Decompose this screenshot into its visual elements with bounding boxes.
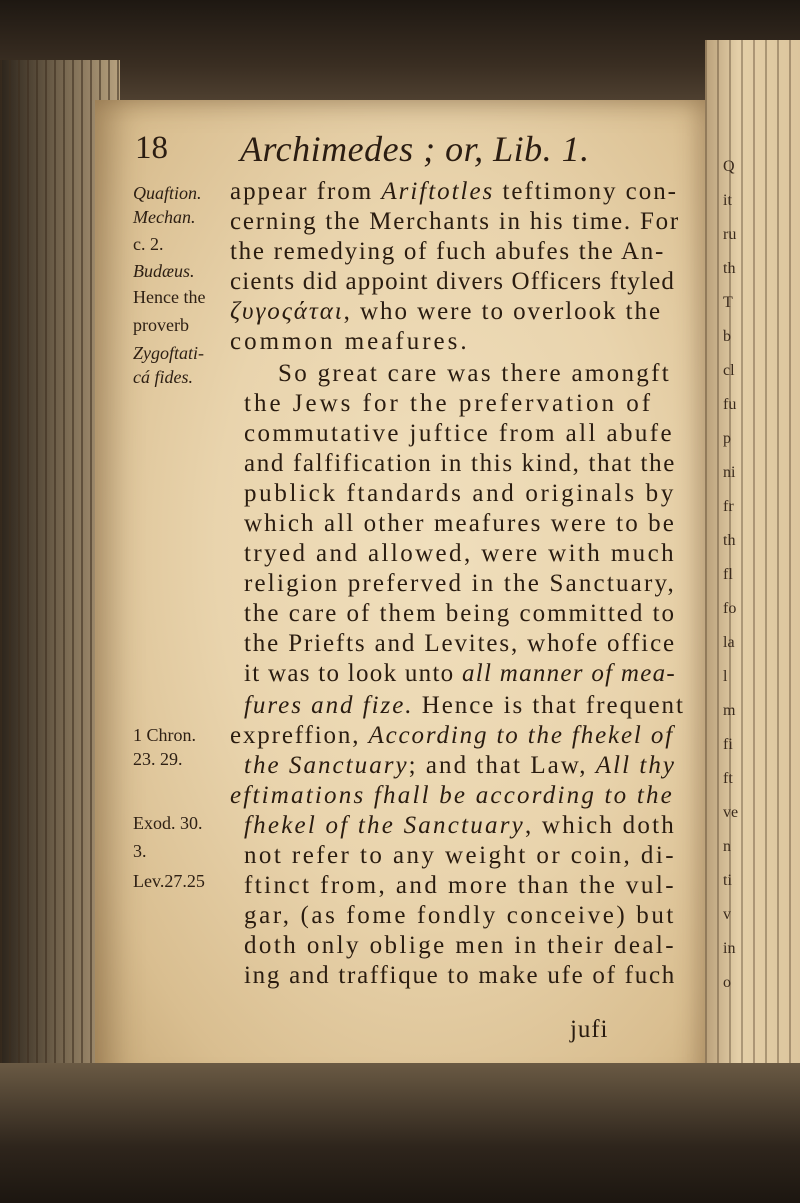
adjacent-page-fragment: ru — [723, 226, 737, 243]
text-segment: ftinct from, and more than the vul- — [244, 872, 676, 899]
text-line — [230, 298, 662, 326]
text-line — [230, 238, 665, 266]
margin-note-chron: 1 Chron. — [133, 725, 196, 745]
text-line — [244, 692, 685, 720]
text-segment: All thy — [595, 752, 677, 779]
text-line — [244, 962, 676, 990]
adjacent-page-fragment: th — [723, 260, 736, 277]
text-segment: expreffion, — [230, 722, 369, 749]
margin-note-lev: Lev.27.25 — [133, 871, 205, 891]
text-line — [244, 450, 676, 478]
adjacent-page-fragment: fo — [723, 600, 737, 617]
adjacent-page-fragment: it — [723, 192, 732, 209]
margin-note-proverb: proverb — [133, 315, 189, 335]
text-segment: doth only oblige men in their deal- — [244, 932, 676, 959]
text-segment: According to the fhekel of — [368, 722, 674, 749]
text-segment: appear from — [230, 178, 382, 205]
catchword: jufi — [570, 1016, 609, 1043]
text-segment: the remedying of fuch abufes the An- — [230, 238, 665, 265]
adjacent-page-fragment: p — [723, 430, 731, 447]
text-line — [244, 390, 653, 418]
adjacent-page-fragment: th — [723, 532, 736, 549]
text-line — [244, 812, 676, 840]
text-line — [230, 208, 680, 236]
text-segment: ζυγοςάται — [230, 298, 344, 325]
text-segment: cerning the Merchants in his time. For — [230, 208, 680, 235]
margin-note-c2: c. 2. — [133, 234, 164, 254]
text-segment: teftimony con- — [494, 178, 678, 205]
text-line — [244, 570, 676, 598]
adjacent-page-fragment: in — [723, 940, 736, 957]
text-line — [244, 600, 676, 628]
text-line — [244, 420, 674, 448]
text-segment: fhekel of the Sanctuary — [244, 812, 525, 839]
text-line — [244, 932, 676, 960]
adjacent-page-fragment: cl — [723, 362, 735, 379]
adjacent-page-fragment: fr — [723, 498, 734, 515]
adjacent-page-fragment: la — [723, 634, 735, 651]
text-segment: it was to look unto — [244, 660, 462, 687]
text-segment: eftimations fhall be according to the — [230, 782, 674, 809]
margin-note-quaestion: Quaftion. — [133, 183, 202, 203]
adjacent-page-fragment: ve — [723, 804, 739, 821]
margin-note-exod-ref: 3. — [133, 841, 147, 861]
adjacent-page-fragment: ti — [723, 872, 732, 889]
text-segment: the Sanctuary — [244, 752, 409, 779]
text-segment: cients did appoint divers Officers ftyled — [230, 268, 675, 295]
text-segment: the care of them being committed to — [244, 600, 676, 627]
text-line — [230, 268, 675, 296]
text-segment: ing and traffique to make ufe of fuch — [244, 962, 676, 989]
text-line — [244, 752, 676, 780]
text-line — [244, 510, 676, 538]
text-segment: and falfification in this kind, that the — [244, 450, 676, 477]
text-line — [230, 328, 470, 356]
text-segment: publick ftandards and originals by — [244, 480, 676, 507]
text-segment: , who were to overlook the — [343, 298, 663, 325]
text-segment: gar, (as fome fondly conceive) but — [244, 902, 676, 929]
text-line — [244, 660, 676, 688]
adjacent-page-fragment: b — [723, 328, 731, 345]
text-segment: which all other meafures were to be — [244, 510, 676, 537]
adjacent-page-fragment: o — [723, 974, 731, 991]
adjacent-page-fragment: fu — [723, 396, 737, 413]
text-line — [244, 872, 676, 900]
text-segment: the Priefts and Levites, whofe office — [244, 630, 676, 657]
text-segment: Hence is that frequent — [413, 692, 685, 719]
text-segment: tryed and allowed, were with much — [244, 540, 676, 567]
text-segment: common meafures. — [230, 328, 470, 355]
adjacent-page-fragment: ni — [723, 464, 736, 481]
margin-note-zygostati: Zygoftati- — [133, 343, 204, 363]
adjacent-page-fragment: fi — [723, 736, 733, 753]
adjacent-page-fragment: v — [723, 906, 731, 923]
text-line — [244, 630, 676, 658]
adjacent-page-fragment: ft — [723, 770, 733, 787]
text-segment: Ariftotles — [381, 178, 495, 205]
text-line — [244, 480, 676, 508]
adjacent-page-fragment: m — [723, 702, 736, 719]
margin-note-exod: Exod. 30. — [133, 813, 203, 833]
adjacent-page-fragment: T — [723, 294, 733, 311]
margin-note-mechan: Mechan. — [133, 207, 196, 227]
adjacent-page-fragment: Q — [723, 158, 735, 175]
text-segment: ; and that Law, — [408, 752, 596, 779]
text-segment: So great care was there amongft — [278, 360, 671, 387]
text-line — [230, 722, 674, 750]
text-segment: religion preferved in the Sanctuary, — [244, 570, 676, 597]
text-segment: the Jews for the prefervation of — [244, 390, 654, 417]
margin-note-ca-fides: cá fides. — [133, 367, 193, 387]
text-line — [244, 540, 676, 568]
margin-note-hence-the: Hence the — [133, 287, 206, 307]
text-line — [230, 178, 678, 206]
text-segment: not refer to any weight or coin, di- — [244, 842, 676, 869]
adjacent-page-fragment: l — [723, 668, 728, 685]
margin-note-chron-ref: 23. 29. — [133, 749, 183, 769]
text-line — [278, 360, 671, 388]
margin-note-budaeus: Budæus. — [133, 261, 195, 281]
text-segment: fures and fize. — [244, 692, 414, 719]
adjacent-page-fragment: n — [723, 838, 731, 855]
page-header — [135, 130, 695, 174]
text-segment: all manner of mea- — [461, 660, 676, 687]
text-line — [244, 842, 676, 870]
text-line — [244, 902, 676, 930]
running-title: Archimedes ; or, Lib. 1. — [240, 129, 590, 169]
text-segment: commutative juftice from all abufe — [244, 420, 674, 447]
text-segment: , which doth — [524, 812, 676, 839]
adjacent-page-fragment: fl — [723, 566, 733, 583]
page-number: 18 — [135, 130, 168, 166]
text-line — [230, 782, 674, 810]
